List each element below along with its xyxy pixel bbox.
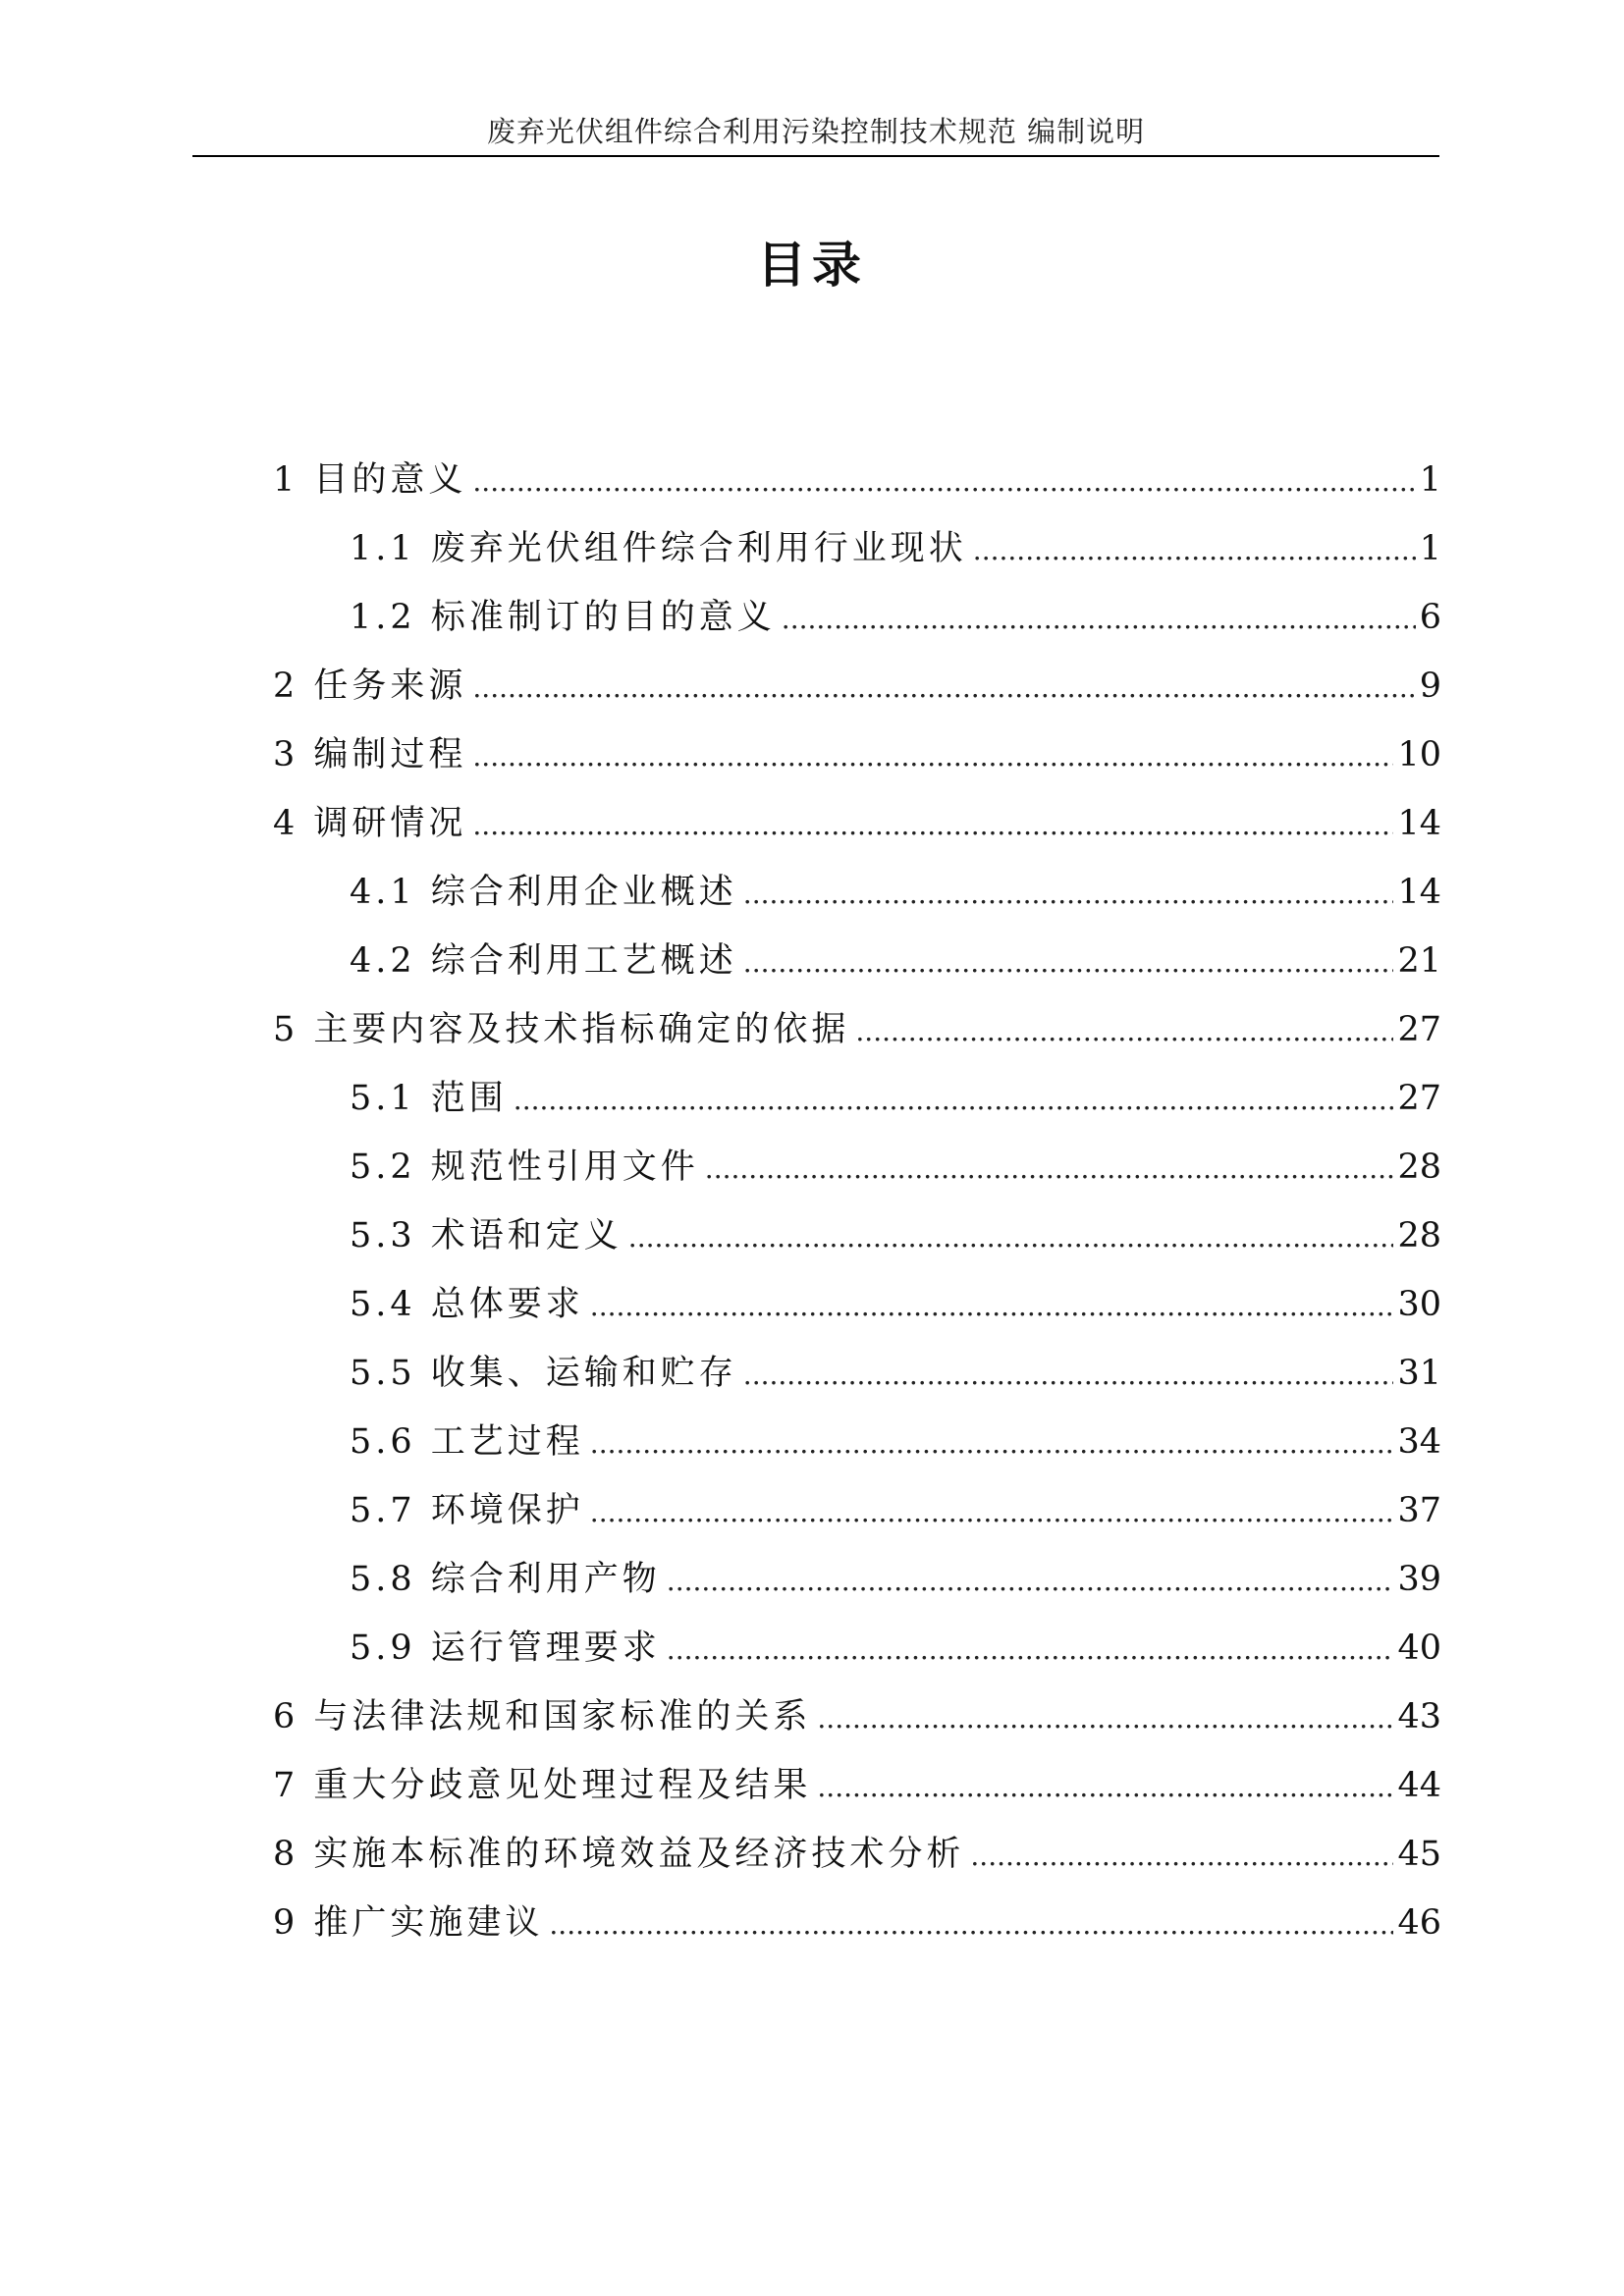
toc-entry-page-number: 9: [1419, 667, 1441, 706]
toc-entry-page-number: 31: [1397, 1354, 1441, 1393]
toc-dot-leader: [817, 1694, 1393, 1743]
toc-dot-leader: [472, 457, 1415, 507]
toc-dot-leader: [743, 870, 1394, 919]
toc-dot-leader: [705, 1145, 1394, 1194]
page-header: [192, 116, 1439, 157]
toc-entry-page-number: 10: [1397, 735, 1441, 774]
toc-entry-label: 5.9 运行管理要求: [350, 1629, 661, 1668]
toc-entry-page-number: 14: [1397, 873, 1441, 912]
toc-entry-label: 5.4 总体要求: [350, 1285, 584, 1324]
toc-entry-page-number: 27: [1397, 1079, 1441, 1118]
toc-entry-label: 5 主要内容及技术指标确定的依据: [273, 1010, 850, 1049]
header-title: 废弃光伏组件综合利用污染控制技术规范 编制说明: [486, 115, 1146, 148]
toc-entry-page-number: 30: [1397, 1285, 1441, 1324]
toc-entry[interactable]: [273, 1830, 1441, 1898]
toc-dot-leader: [970, 1832, 1393, 1881]
toc-dot-leader: [472, 664, 1415, 713]
toc-entry-page-number: 28: [1397, 1216, 1441, 1255]
toc-dot-leader: [549, 1900, 1393, 1949]
toc-entry[interactable]: [273, 1898, 1441, 1967]
toc-entry[interactable]: [273, 1005, 1441, 1074]
toc-entry-page-number: 39: [1397, 1560, 1441, 1599]
toc-dot-leader: [472, 732, 1393, 781]
toc-entry-label: 5.1 范围: [350, 1079, 508, 1118]
toc-entry[interactable]: [273, 1417, 1441, 1486]
toc-dot-leader: [590, 1282, 1394, 1331]
toc-title: 目录: [757, 236, 867, 294]
toc-entry-page-number: 1: [1419, 460, 1441, 500]
toc-dot-leader: [743, 1351, 1394, 1400]
toc-entry-label: 1.2 标准制订的目的意义: [350, 598, 776, 637]
toc-entry[interactable]: [273, 1624, 1441, 1692]
toc-dot-leader: [590, 1419, 1394, 1468]
toc-entry-page-number: 44: [1397, 1766, 1441, 1805]
toc-dot-leader: [855, 1007, 1393, 1056]
toc-entry-page-number: 1: [1419, 529, 1441, 568]
toc-entry[interactable]: [273, 593, 1441, 662]
toc-entry-label: 7 重大分歧意见处理过程及结果: [273, 1766, 812, 1805]
toc-dot-leader: [743, 938, 1394, 988]
toc-entry-label: 2 任务来源: [273, 667, 467, 706]
toc-entry[interactable]: [273, 1349, 1441, 1417]
toc-entry-label: 5.2 规范性引用文件: [350, 1148, 699, 1187]
toc-entry[interactable]: [273, 868, 1441, 936]
toc-entry-label: 1.1 废弃光伏组件综合利用行业现状: [350, 529, 967, 568]
toc-entry[interactable]: [273, 524, 1441, 593]
toc-dot-leader: [590, 1488, 1394, 1537]
toc-entry-page-number: 6: [1419, 598, 1441, 637]
toc-entry-label: 4 调研情况: [273, 804, 467, 843]
toc-dot-leader: [667, 1557, 1394, 1606]
toc-entry-label: 4.1 综合利用企业概述: [350, 873, 737, 912]
toc-entry[interactable]: [273, 1211, 1441, 1280]
toc-dot-leader: [782, 595, 1416, 644]
toc-entry-label: 1 目的意义: [273, 460, 467, 500]
toc-entry-page-number: 45: [1397, 1835, 1441, 1874]
toc-entry-label: 6 与法律法规和国家标准的关系: [273, 1697, 812, 1736]
toc-dot-leader: [514, 1076, 1394, 1125]
toc-entry[interactable]: [273, 1761, 1441, 1830]
toc-entry[interactable]: [273, 1074, 1441, 1143]
toc-entry-label: 5.7 环境保护: [350, 1491, 584, 1530]
toc-entry[interactable]: [273, 1280, 1441, 1349]
toc-entry[interactable]: [273, 799, 1441, 868]
toc-entry-page-number: 21: [1397, 941, 1441, 981]
toc-entry[interactable]: [273, 1692, 1441, 1761]
toc-entry-label: 5.8 综合利用产物: [350, 1560, 661, 1599]
toc-dot-leader: [472, 801, 1393, 850]
toc-entry[interactable]: [273, 455, 1441, 524]
toc-entry-page-number: 43: [1397, 1697, 1441, 1736]
toc-entry-label: 5.6 工艺过程: [350, 1422, 584, 1462]
toc-entry[interactable]: [273, 936, 1441, 1005]
toc-entry-page-number: 34: [1397, 1422, 1441, 1462]
toc-entry-page-number: 40: [1397, 1629, 1441, 1668]
toc-entry-label: 8 实施本标准的环境效益及经济技术分析: [273, 1835, 965, 1874]
toc-entry[interactable]: [273, 662, 1441, 730]
toc-entry-label: 9 推广实施建议: [273, 1903, 544, 1943]
toc-entry[interactable]: [273, 1555, 1441, 1624]
toc-entry-page-number: 37: [1397, 1491, 1441, 1530]
toc-entry-page-number: 28: [1397, 1148, 1441, 1187]
toc-entry[interactable]: [273, 1143, 1441, 1211]
table-of-contents: [273, 455, 1441, 1967]
toc-entry-page-number: 46: [1397, 1903, 1441, 1943]
toc-dot-leader: [628, 1213, 1394, 1262]
toc-dot-leader: [817, 1763, 1393, 1812]
toc-entry[interactable]: [273, 730, 1441, 799]
toc-entry-label: 5.3 术语和定义: [350, 1216, 623, 1255]
toc-entry-page-number: 14: [1397, 804, 1441, 843]
toc-dot-leader: [667, 1626, 1394, 1675]
toc-entry-page-number: 27: [1397, 1010, 1441, 1049]
toc-entry-label: 5.5 收集、运输和贮存: [350, 1354, 737, 1393]
toc-dot-leader: [973, 526, 1416, 575]
toc-entry-label: 3 编制过程: [273, 735, 467, 774]
toc-entry[interactable]: [273, 1486, 1441, 1555]
toc-entry-label: 4.2 综合利用工艺概述: [350, 941, 737, 981]
